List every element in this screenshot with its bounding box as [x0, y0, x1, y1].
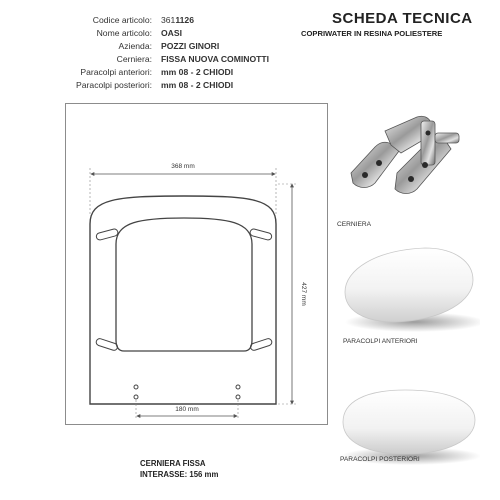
page-title: SCHEDA TECNICA: [332, 10, 473, 27]
rear-bumper-left: [95, 338, 118, 351]
width-dimension-label: 368 mm: [171, 163, 195, 170]
hinge-photo-caption: CERNIERA: [337, 221, 372, 228]
spec-value-code-suffix: 1126: [175, 15, 194, 25]
spec-value-rear-bumpers: mm 08 - 2 CHIODI: [161, 80, 234, 90]
front-bumper-left: [96, 228, 119, 240]
seat-outline: [90, 196, 276, 404]
spec-row-rear-bumpers: [0, 79, 300, 92]
hinge-hole-right-top: [236, 385, 240, 389]
spec-label-name: Nome articolo:: [96, 28, 152, 38]
spec-label-company: Azienda:: [118, 41, 152, 51]
page-subtitle: COPRIWATER IN RESINA POLIESTERE: [301, 29, 443, 38]
hinge-hole-right-bottom: [236, 395, 240, 399]
front-bumper-photo-caption: PARACOLPI ANTERIORI: [343, 338, 418, 345]
spec-label-hinge: Cerniera:: [116, 54, 152, 64]
spec-label-front-bumpers: Paracolpi anteriori:: [80, 67, 152, 77]
rear-bumper-photo-caption: PARACOLPI POSTERIORI: [340, 456, 420, 463]
spec-value-name: OASI: [161, 28, 183, 38]
spec-value-front-bumpers: mm 08 - 2 CHIODI: [161, 67, 234, 77]
rear-bumper-photo: [335, 378, 480, 470]
rear-bumper-right: [250, 338, 273, 351]
spec-value-company: POZZI GINORI: [161, 41, 220, 51]
spec-row-company: [0, 40, 300, 53]
hinge-hole-left-bottom: [134, 395, 138, 399]
spec-label-code: Codice articolo:: [92, 15, 152, 25]
front-bumper-right: [249, 228, 272, 240]
spec-value-hinge: FISSA NUOVA COMINOTTI: [161, 54, 270, 64]
hinge-caption-line2: INTERASSE: 156 mm: [140, 470, 219, 479]
spec-value-code: [161, 14, 194, 27]
hinge-photo: [335, 103, 480, 228]
seat-opening: [116, 218, 252, 351]
hinge-dimension-label: 180 mm: [175, 406, 199, 413]
hinge-photo-icon: [335, 103, 480, 213]
front-bumper-photo: [335, 240, 480, 345]
hinge-caption: [140, 458, 218, 480]
spec-value-code-prefix: 361: [161, 15, 176, 25]
spec-row-front-bumpers: [0, 66, 300, 79]
technical-drawing: [65, 103, 328, 425]
front-bumper-photo-icon: [335, 240, 480, 335]
spec-row-name: [0, 27, 300, 40]
spec-row-code: [0, 14, 300, 27]
spec-row-hinge: [0, 53, 300, 66]
hinge-hole-left-top: [134, 385, 138, 389]
hinge-caption-line1: CERNIERA FISSA: [140, 459, 206, 468]
seat-drawing-svg: [66, 104, 329, 426]
height-dimension-label: 427 mm: [300, 282, 307, 306]
spec-label-rear-bumpers: Paracolpi posteriori:: [76, 80, 152, 90]
